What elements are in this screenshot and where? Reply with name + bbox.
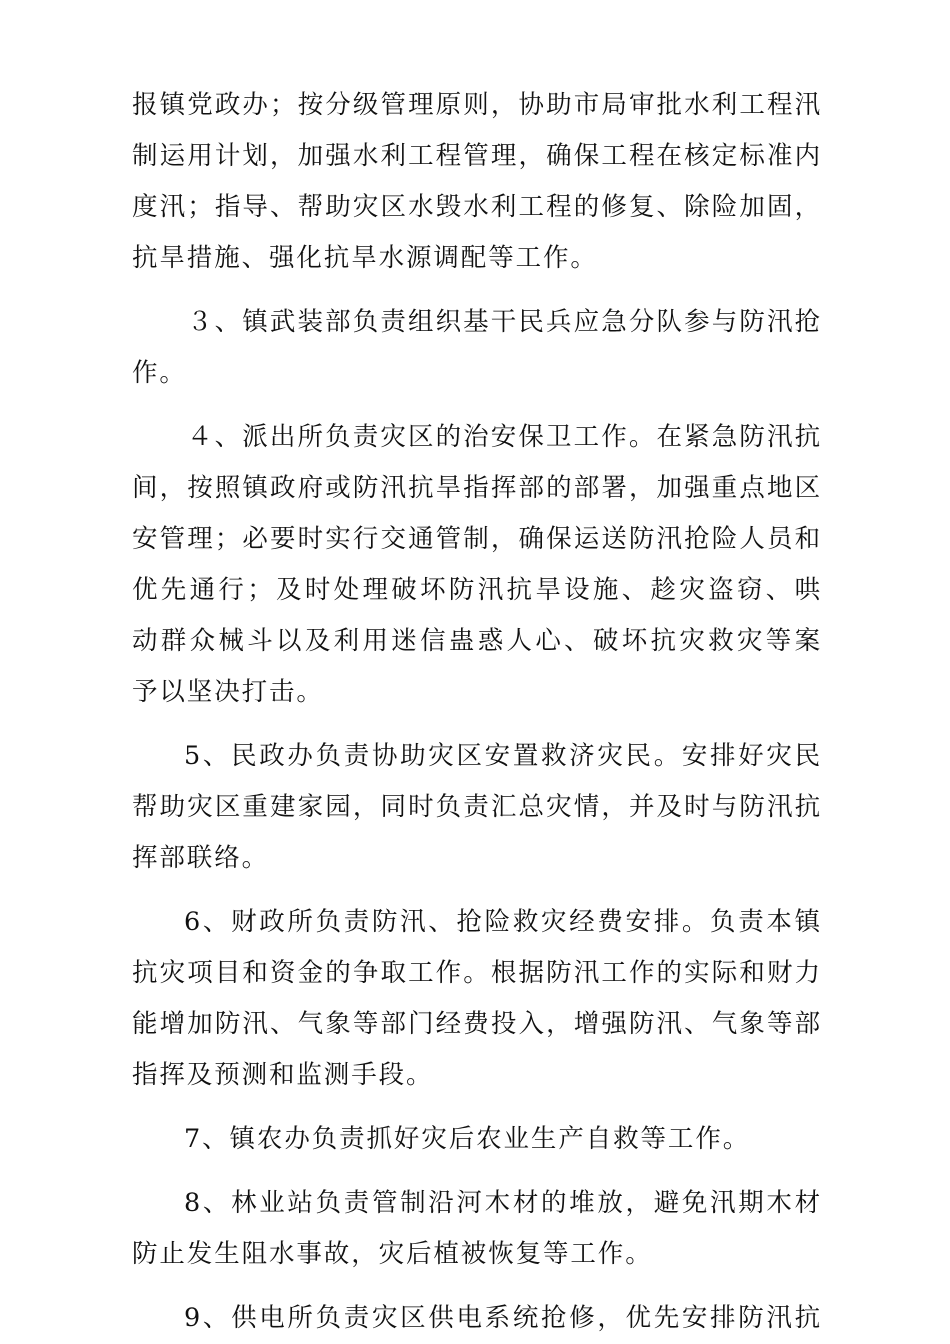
paragraph-item-6: 6、财政所负责防汛、抢险救灾经费安排。负责本镇: [184, 907, 822, 937]
text-line: 制运用计划，加强水利工程管理，确保工程在核定标准内: [132, 141, 822, 171]
paragraph-item-7: 7、镇农办负责抓好灾后农业生产自救等工作。: [184, 1124, 751, 1154]
paragraph-item-3: ３、镇武装部负责组织基干民兵应急分队参与防汛抢: [187, 307, 822, 337]
text-line: 优先通行；及时处理破坏防汛抗旱设施、趁灾盗窃、哄: [132, 575, 822, 605]
text-line: 挥部联络。: [132, 843, 270, 873]
text-line: 抗灾项目和资金的争取工作。根据防汛工作的实际和财力: [132, 958, 822, 988]
document-body: [132, 80, 822, 1344]
paragraph-item-5: 5、民政办负责协助灾区安置救济灾民。安排好灾民: [184, 741, 822, 771]
text-line: 动群众械斗以及利用迷信蛊惑人心、破坏抗灾救灾等案: [132, 626, 822, 656]
paragraph-item-9: 9、供电所负责灾区供电系统抢修，优先安排防汛抗: [184, 1303, 822, 1333]
text-line: 度汛；指导、帮助灾区水毁水利工程的修复、除险加固，: [132, 192, 822, 222]
text-line: 防止发生阻水事故，灾后植被恢复等工作。: [132, 1239, 653, 1269]
text-line: 指挥及预测和监测手段。: [132, 1060, 434, 1090]
text-line: 作。: [132, 358, 187, 388]
text-line: 间，按照镇政府或防汛抗旱指挥部的部署，加强重点地区: [132, 473, 822, 503]
text-line: 报镇党政办；按分级管理原则，协助市局审批水利工程汛: [132, 90, 822, 120]
text-line: 帮助灾区重建家园，同时负责汇总灾情，并及时与防汛抗: [132, 792, 822, 822]
text-line: 予以坚决打击。: [132, 677, 324, 707]
text-line: 安管理；必要时实行交通管制，确保运送防汛抢险人员和: [132, 524, 822, 554]
text-line: 能增加防汛、气象等部门经费投入，增强防汛、气象等部: [132, 1009, 822, 1039]
text-line: 抗旱措施、强化抗旱水源调配等工作。: [132, 243, 598, 273]
paragraph-item-8: 8、林业站负责管制沿河木材的堆放，避免汛期木材: [184, 1188, 822, 1218]
paragraph-item-4: ４、派出所负责灾区的治安保卫工作。在紧急防汛抗: [187, 422, 822, 452]
